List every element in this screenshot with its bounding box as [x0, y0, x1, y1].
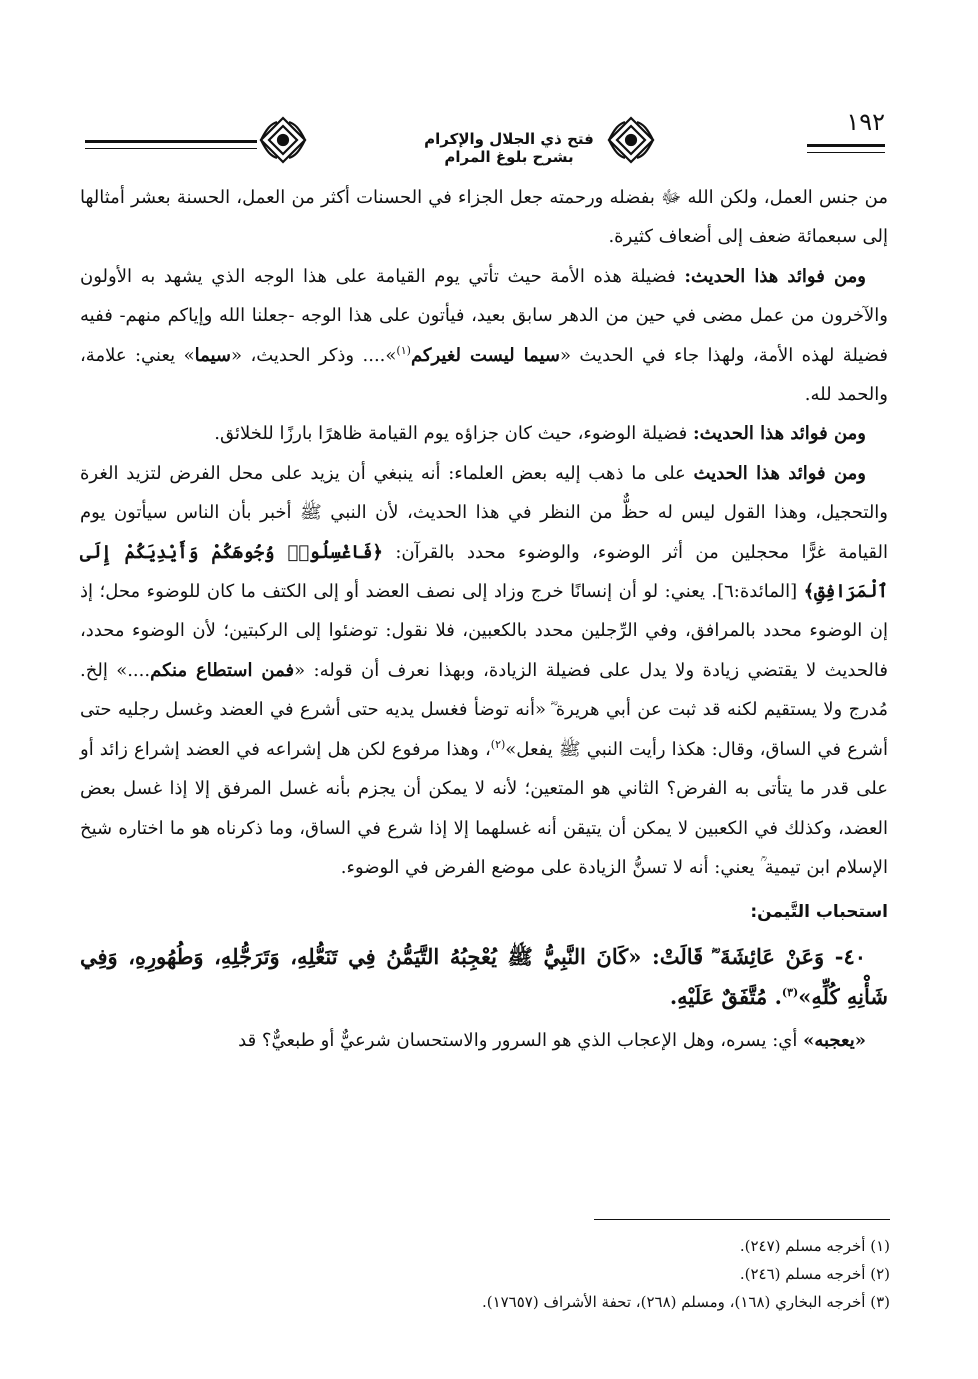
hadith-text: ٤٠- وَعَنْ عَائِشَةَ ؓ قَالَتْ: «كَانَ النَّبِيُّ ﷺ يُعْجِبُهُ التَّيَمُّنُ فِي تَنَعُّلِهِ، وَتَرَجُّلِهِ، وَطُهُورِهِ، وَفِي شَأْنِهِ كُلِّهِ»$^{(٣)}$. مُتَّفَقٌ عَلَيْهِ. [80, 943, 888, 1009]
ornament-icon [603, 114, 659, 166]
footnote-separator [594, 1219, 890, 1220]
quran-verse: ﴿فَاغْسِلُوا۟ وُجُوهَكُمْ وَأَيْدِيَكُمْ إِلَى ٱلْمَرَافِقِ﴾ [80, 541, 888, 603]
header-rule-right-thin [807, 152, 885, 153]
page-number: ١٩٢ [846, 108, 885, 136]
footnote-ref[interactable]: (١) [396, 343, 411, 357]
footnote-ref[interactable]: (٢) [490, 737, 506, 751]
header-rule-right [807, 144, 885, 147]
paragraph: ومن فوائد هذا الحديث: فضيلة هذه الأمة حيث تأتي يوم القيامة على هذا الوجه الذي يشهد به الأولون والآخرون من عمل مضى في حين من الدهر سابق بعيد، فيأتون على هذا الوجه -جعلنا الله وإياكم منهم- ففيه فضيلة لهذه الأمة، ولهذا جاء في الحديث «سيما ليست لغيركم$^{(١)}$».... وذكر الحديث، «سيما» يعني: علامة، والحمد لله. [80, 265, 888, 406]
section-heading: استحباب التَّيمن: [750, 902, 888, 923]
running-header [85, 110, 885, 170]
paragraph: ومن فوائد هذا الحديث على ما ذهب إليه بعض العلماء: أنه ينبغي أن يزيد على محل الفرض لتزيد الغرة والتحجيل، وهذا القول ليس له حظٌّ من النظر في هذا الحديث، لأن النبي ﷺ أخبر بأن الناس سيأتون يوم القيامة غرًّا محجلين من أثر الوضوء، والوضوء محدد بالقرآن: ﴿فَاغْسِلُوا۟ وُجُوهَكُمْ وَأَيْدِيَكُمْ إِلَى ٱلْمَرَافِقِ﴾ [المائدة:٦]. يعني: لو أن إنسانًا خرج وزاد إلى نصف العضد أو إلى الكتف ما كان للوضوء محل؛ إذ إن الوضوء محدد بالمرافق، وفي الرِّجلين محدد بالكعبين، فلا نقول: توضئوا إلى الركبتين؛ لأن الوضوء محدد، فالحديث لا يقتضي زيادة ولا يدل على فضيلة الزيادة، وبهذا نعرف أن قوله: «فمن استطاع منكم....» إلخ. مُدرج ولا يستقيم لكنه قد ثبت عن أبي هريرة ؓ «أنه توضأ فغسل يديه حتى أشرع في العضد وغسل رجليه حتى أشرع في الساق، وقال: هكذا رأيت النبي ﷺ يفعل»$^{(٢)}$، وهذا مرفوع لكن هل إشراعه في العضد إشراع زائد أو على قدر ما يتأتى به الفرض؟ الثاني هو المتعين؛ لأنه لا يمكن أن يجزم بأنه غسل المرفق إلا إذا غسل بعض العضد، وكذلك في الكعبين لا يمكن أن يتيقن أنه غسلهما إلا إذا شرع في الساق، وما ذكرناه هو ما اختاره شيخ الإسلام ابن تيمية ؒ يعني: أنه لا تسنُّ الزيادة على موضع الفرض في الوضوء. [80, 462, 888, 878]
verse-reference: [المائدة:٦] [717, 581, 804, 603]
header-rule-left-thin [85, 148, 257, 149]
paragraph: ومن فوائد هذا الحديث: فضيلة الوضوء، حيث كان جزاؤه يوم القيامة ظاهرًا بارزًا للخلائق. [214, 423, 866, 445]
ornament-icon [255, 114, 311, 166]
footnote: (٢) أخرجه مسلم (٢٤٦). [739, 1265, 890, 1283]
footnotes [110, 1232, 890, 1316]
running-title: فتح ذي الجلال والإكرام بشرح بلوغ المرام [424, 130, 594, 166]
footnote: (١) أخرجه مسلم (٢٤٧). [739, 1237, 890, 1255]
paragraph: «يعجبه» أي: يسره، وهل الإعجاب الذي هو السرور والاستحسان شرعيٌّ أو طبعيٌّ؟ قد [238, 1029, 866, 1051]
footnote-ref[interactable]: (٣) [781, 985, 799, 999]
paragraph: من جنس العمل، ولكن الله ﷻ بفضله ورحمته جعل الجزاء في الحسنات أكثر من العمل، الحسنة بعشر أمثالها إلى سبعمائة ضعف إلى أضعاف كثيرة. [80, 187, 888, 248]
header-rule-left [85, 140, 257, 143]
footnote: (٣) أخرجه البخاري (١٦٨)، ومسلم (٢٦٨)، تحفة الأشراف (١٧٦٥٧). [481, 1293, 890, 1311]
body-text [80, 178, 888, 1060]
